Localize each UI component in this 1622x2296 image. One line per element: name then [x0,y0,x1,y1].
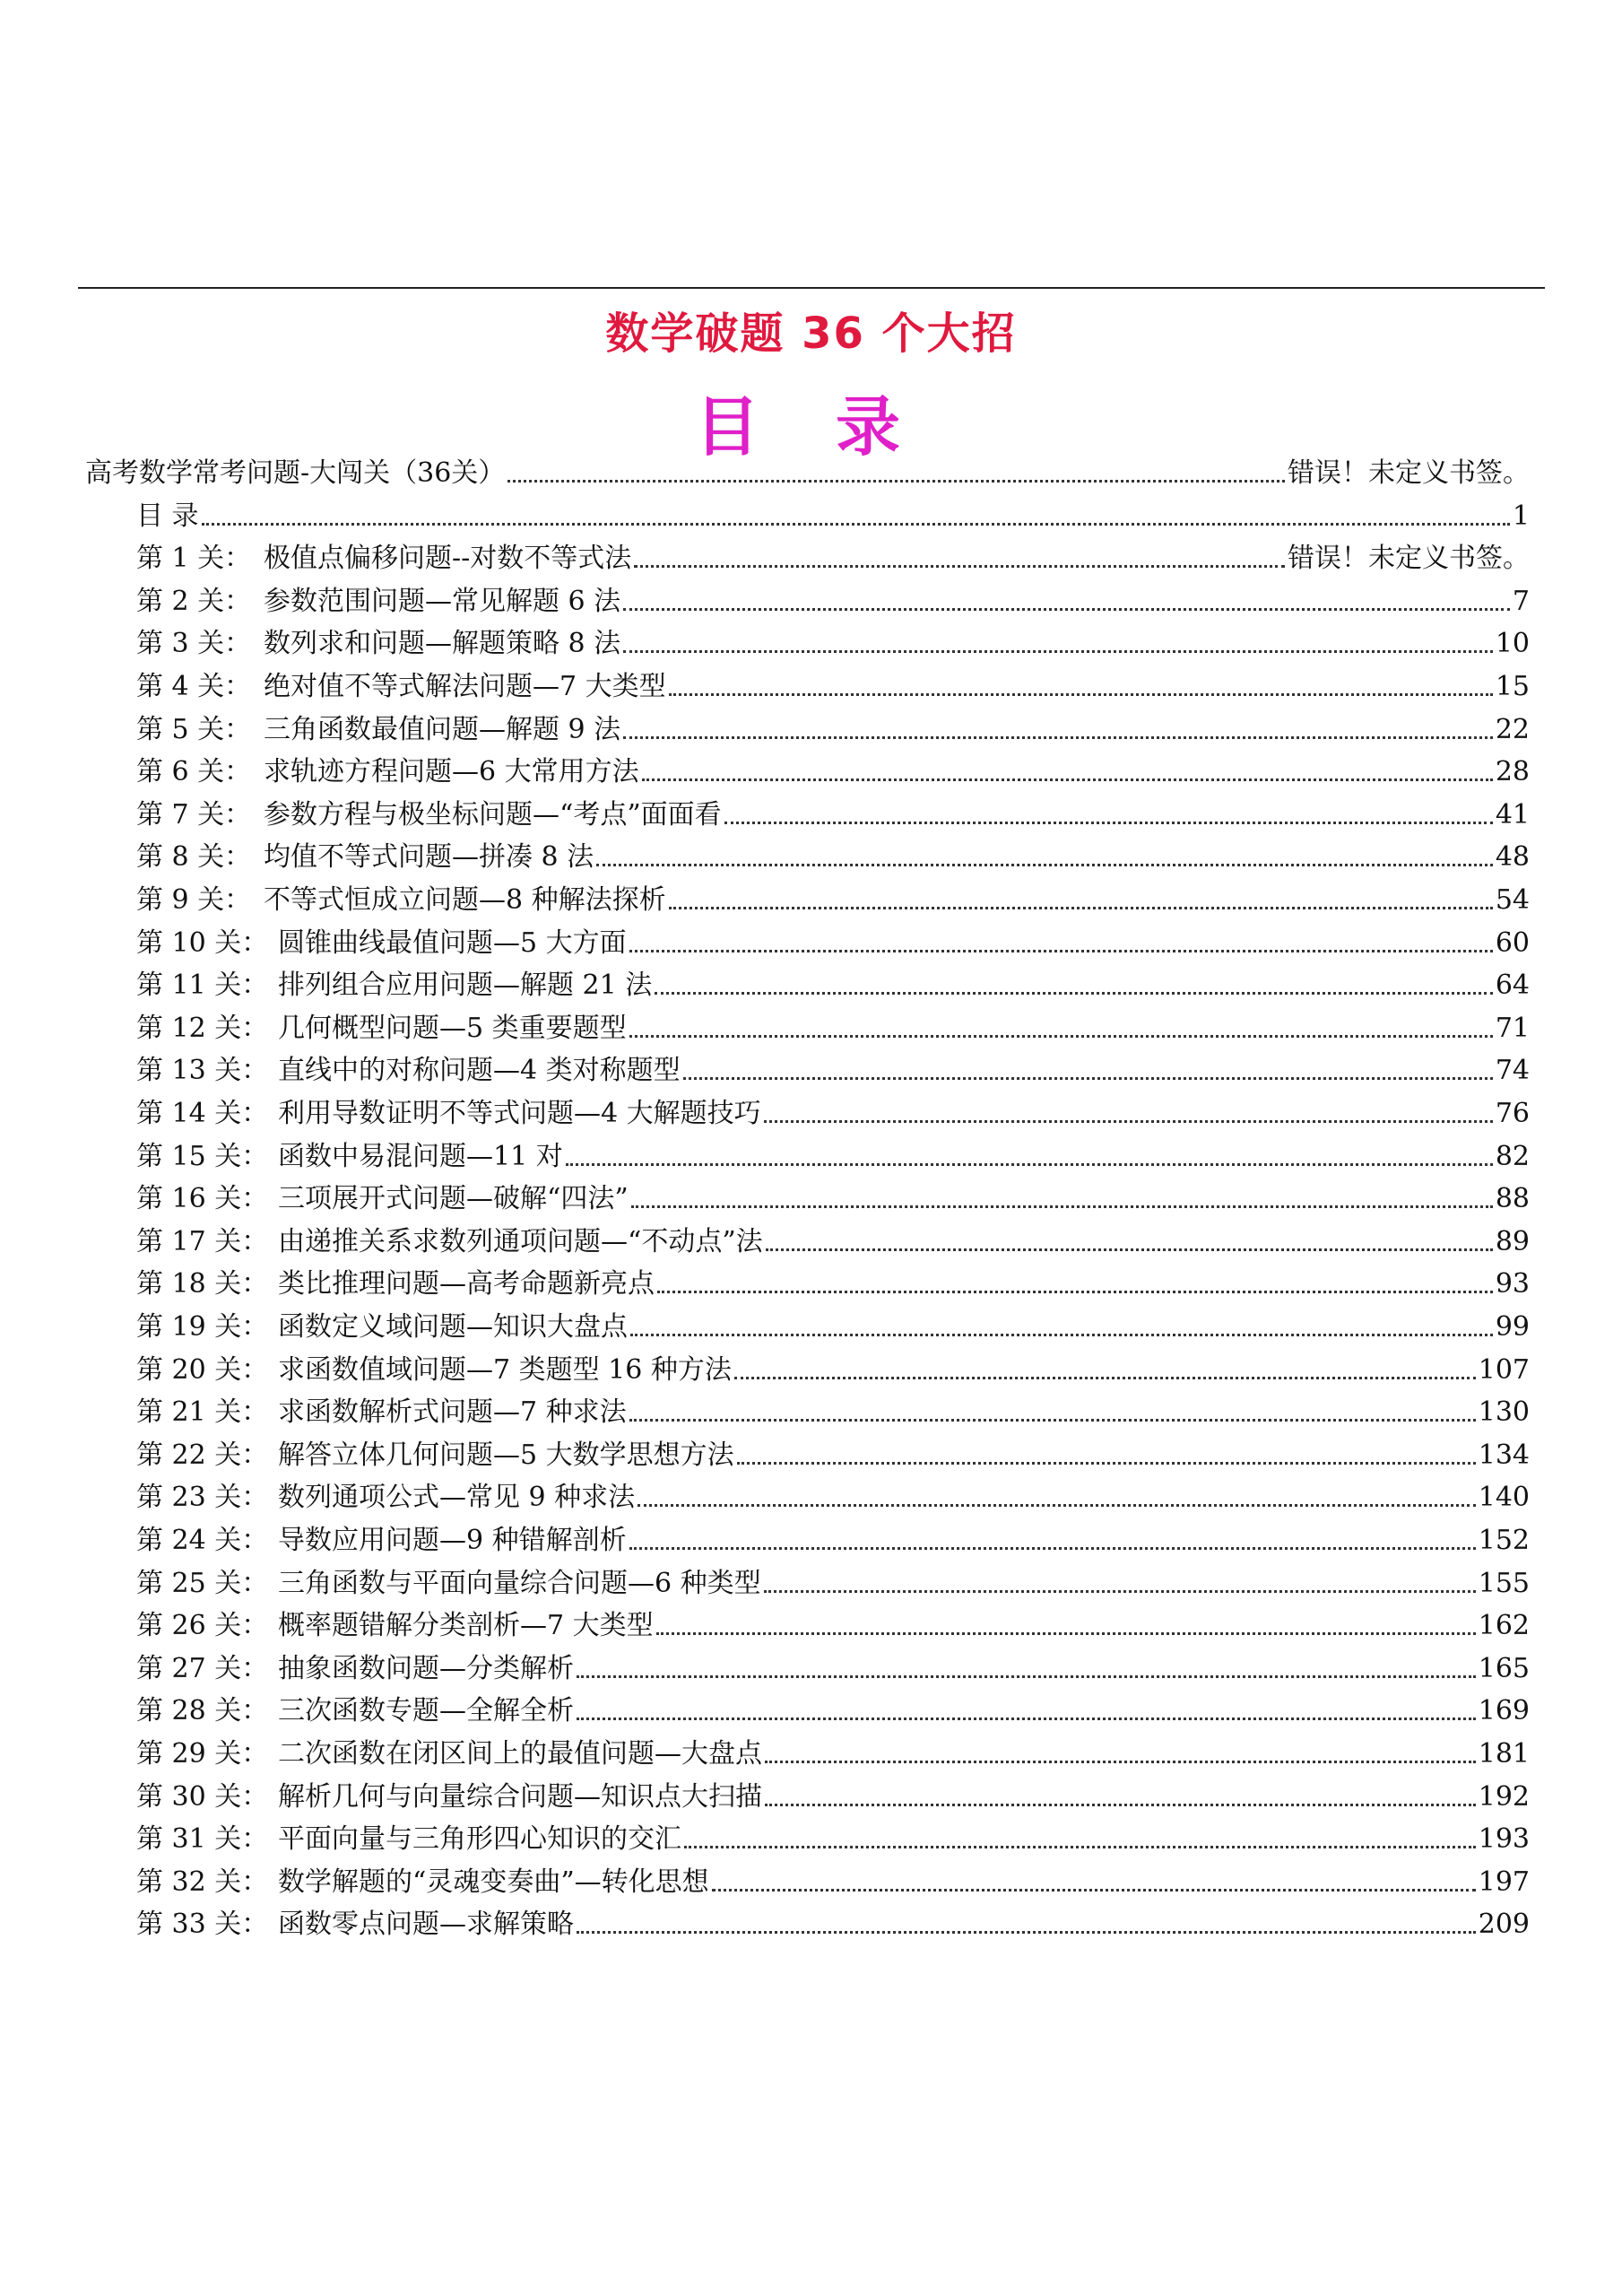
dot-leader [642,778,1493,781]
toc-entry-number: 第 5 关： [136,713,252,745]
toc-entry-number: 第 2 关： [136,585,252,617]
toc-entry-number: 第 17 关： [136,1225,269,1257]
toc-entry-page: 28 [1495,756,1530,788]
toc-entry-text: 圆锥曲线最值问题—5 大方面 [278,926,627,959]
dot-leader [766,1248,1493,1251]
toc-entry[interactable] [136,1653,1530,1685]
toc-entry-text: 求函数值域问题—7 类题型 16 种方法 [278,1353,732,1386]
toc-entry[interactable] [136,671,1530,703]
toc-entry-number: 第 10 关： [136,926,269,959]
toc-entry-text: 三角函数与平面向量综合问题—6 种类型 [278,1567,761,1599]
toc-entry-page: 197 [1478,1866,1530,1898]
toc-entry-page: 169 [1478,1695,1530,1727]
toc-entry[interactable] [136,1354,1530,1387]
dot-leader [669,907,1493,909]
toc-entry-contents[interactable] [136,500,1530,533]
toc-entry[interactable] [136,756,1530,788]
toc-heading: 目 录 [694,389,928,465]
toc-entry-page: 60 [1495,926,1530,959]
toc-entry-page: 7 [1512,585,1530,617]
toc-entry[interactable] [136,628,1530,660]
toc-entry-page: 130 [1478,1396,1530,1429]
toc-entry-number: 第 22 关： [136,1439,269,1471]
toc-entry-page: 155 [1478,1567,1530,1599]
toc-entry-number: 第 23 关： [136,1482,269,1514]
toc-entry-text: 目 录 [136,500,199,532]
toc-entry[interactable] [136,714,1530,746]
toc-entry-text: 求轨迹方程问题—6 大常用方法 [264,756,639,788]
toc-entry-number: 第 12 关： [136,1012,269,1044]
toc-entry-number: 第 30 关： [136,1780,269,1813]
toc-entry-page: 64 [1495,970,1530,1002]
toc-entry-number: 第 18 关： [136,1268,269,1300]
toc-entry-text: 三项展开式问题—破解“四法” [278,1183,629,1215]
toc-entry[interactable] [136,1482,1530,1514]
dot-leader [634,565,1285,568]
toc-entry-number: 第 21 关： [136,1396,269,1429]
toc-entry[interactable] [136,586,1530,618]
toc-entry[interactable] [136,543,1530,575]
toc-entry-number: 第 27 关： [136,1652,269,1684]
document-title: 数学破题 36 个大招 [605,309,1017,359]
toc-entry-number: 第 7 关： [136,798,252,831]
toc-entry-text: 概率题错解分类剖析—7 大类型 [278,1610,654,1642]
toc-entry-number: 第 24 关： [136,1525,269,1556]
toc-entry-page: 192 [1478,1780,1530,1813]
dot-leader [712,1889,1476,1892]
dot-leader [630,1334,1493,1336]
dot-leader [596,864,1493,866]
toc-entry-number: 第 1 关： [136,543,252,575]
toc-entry-text: 抽象函数问题—分类解析 [278,1652,574,1684]
toc-entry-text: 二次函数在闭区间上的最值问题—大盘点 [278,1738,762,1770]
toc-entry[interactable] [136,1183,1530,1215]
header-rule [78,287,1545,289]
dot-leader [202,523,1510,526]
toc-entry[interactable] [136,1268,1530,1300]
dot-leader [566,1163,1493,1166]
dot-leader [684,1846,1476,1848]
toc-entry-page: 错误！未定义书签。 [1288,457,1530,489]
toc-entry-text: 极值点偏移问题--对数不等式法 [264,543,632,575]
toc-entry-text: 高考数学常考问题-大闯关（36关） [85,457,506,489]
toc-entry[interactable] [136,1311,1530,1344]
dot-leader [577,1718,1476,1720]
toc-entry[interactable] [136,1738,1530,1770]
toc-entry-page: 48 [1495,841,1530,874]
dot-leader [657,1291,1493,1293]
toc-entry-number: 第 4 关： [136,671,252,702]
dot-leader [629,950,1493,952]
dot-leader [623,736,1493,739]
toc-entry-page: 209 [1478,1909,1530,1941]
dot-leader [724,822,1493,824]
dot-leader [737,1462,1476,1465]
toc-entry-page: 152 [1478,1525,1530,1556]
toc-entry[interactable] [136,1055,1530,1087]
toc-entry-text: 利用导数证明不等式问题—4 大解题技巧 [278,1098,761,1129]
toc-entry-page: 54 [1495,884,1530,916]
dot-leader [507,480,1285,483]
toc-entry-number: 第 33 关： [136,1909,269,1941]
toc-entry-number: 第 15 关： [136,1140,269,1172]
toc-entry-text: 求函数解析式问题—7 种求法 [278,1396,627,1429]
toc-entry-text: 排列组合应用问题—解题 21 法 [278,970,653,1002]
toc-entry-number: 第 32 关： [136,1866,269,1898]
dot-leader [656,1632,1476,1635]
toc-entry-page: 错误！未定义书签。 [1288,543,1530,575]
toc-entry-text: 参数范围问题—常见解题 6 法 [264,585,621,617]
toc-entry-page: 71 [1495,1012,1530,1044]
toc-entry-page: 15 [1495,671,1530,702]
dot-leader [765,1804,1476,1806]
toc-entry-number: 第 29 关： [136,1738,269,1770]
dot-leader [655,992,1493,995]
dot-leader [623,650,1493,653]
toc-entry[interactable] [136,1525,1530,1557]
toc-entry-text: 均值不等式问题—拼凑 8 法 [264,841,594,874]
toc-entry[interactable] [136,1568,1530,1600]
toc-entry[interactable] [136,1141,1530,1173]
toc-entry-page: 93 [1495,1268,1530,1300]
toc-entry-number: 第 13 关： [136,1055,269,1087]
dot-leader [577,1675,1476,1678]
dot-leader [629,1419,1476,1422]
toc-entry-page: 181 [1478,1738,1530,1770]
toc-entry[interactable] [136,1781,1530,1813]
toc-entry-top[interactable] [85,457,1530,490]
toc-entry-number: 第 19 关： [136,1311,269,1343]
toc-entry-text: 导数应用问题—9 种错解剖析 [278,1525,627,1556]
toc-entry[interactable] [136,1823,1530,1856]
dot-leader [631,1205,1493,1208]
toc-entry-number: 第 16 关： [136,1183,269,1215]
toc-entry[interactable] [136,1013,1530,1045]
toc-entry-text: 数学解题的“灵魂变奏曲”—转化思想 [278,1866,709,1898]
toc-entry-text: 数列通项公式—常见 9 种求法 [278,1482,636,1514]
toc-entry-page: 140 [1478,1482,1530,1514]
dot-leader [669,693,1493,696]
toc-entry[interactable] [136,1610,1530,1642]
toc-entry-page: 82 [1495,1140,1530,1172]
toc-entry-page: 1 [1512,500,1530,532]
toc-entry-number: 第 3 关： [136,628,252,660]
toc-entry-number: 第 31 关： [136,1823,269,1856]
toc-entry-number: 第 25 关： [136,1567,269,1599]
toc-entry-page: 74 [1495,1055,1530,1087]
dot-leader [764,1590,1476,1593]
toc-entry-page: 99 [1495,1311,1530,1343]
toc-entry-text: 类比推理问题—高考命题新亮点 [278,1268,655,1300]
toc-entry[interactable] [136,799,1530,831]
toc-entry[interactable] [136,1396,1530,1429]
toc-entry[interactable] [136,1866,1530,1899]
toc-entry-page: 76 [1495,1098,1530,1129]
toc-entry-text: 平面向量与三角形四心知识的交汇 [278,1823,681,1856]
toc-entry-text: 参数方程与极坐标问题—“考点”面面看 [264,798,722,831]
toc-entry-text: 数列求和问题—解题策略 8 法 [264,628,621,660]
toc-entry[interactable] [136,1098,1530,1130]
toc-entry[interactable] [136,884,1530,917]
toc-entry-text: 三次函数专题—全解全析 [278,1695,574,1727]
toc-entry-number: 第 26 关： [136,1610,269,1642]
toc-entry-page: 107 [1478,1353,1530,1386]
toc-entry-text: 几何概型问题—5 类重要题型 [278,1012,627,1044]
toc-entry-page: 134 [1478,1439,1530,1471]
toc-entry[interactable] [136,1909,1530,1941]
toc-entry-page: 88 [1495,1183,1530,1215]
toc-entry[interactable] [136,927,1530,960]
dot-leader [683,1077,1493,1080]
dot-leader [623,608,1510,611]
dot-leader [629,1035,1493,1038]
toc-entry-text: 直线中的对称问题—4 类对称题型 [278,1055,681,1087]
toc-entry[interactable] [136,1226,1530,1258]
toc-entry-text: 函数零点问题—求解策略 [278,1909,574,1941]
toc-entry-page: 162 [1478,1610,1530,1642]
toc-entry-number: 第 28 关： [136,1695,269,1727]
toc-entry-page: 193 [1478,1823,1530,1856]
toc-entry[interactable] [136,1439,1530,1472]
toc-entry-text: 三角函数最值问题—解题 9 法 [264,713,621,745]
dot-leader [577,1931,1476,1934]
dot-leader [629,1547,1476,1550]
toc-entry-text: 解析几何与向量综合问题—知识点大扫描 [278,1780,762,1813]
toc-entry-text: 由递推关系求数列通项问题—“不动点”法 [278,1225,763,1257]
toc-entry-number: 第 20 关： [136,1353,269,1386]
toc-entry-text: 绝对值不等式解法问题—7 大类型 [264,671,666,702]
toc-entry[interactable] [136,970,1530,1002]
toc-entry[interactable] [136,1695,1530,1727]
toc-entry[interactable] [136,841,1530,874]
toc-entry-text: 函数中易混问题—11 对 [278,1140,563,1172]
toc-entry-number: 第 9 关： [136,884,252,916]
dot-leader [638,1504,1476,1507]
toc-entry-text: 不等式恒成立问题—8 种解法探析 [264,884,666,916]
toc-entry-text: 解答立体几何问题—5 大数学思想方法 [278,1439,734,1471]
toc-entry-page: 165 [1478,1652,1530,1684]
toc-entry-page: 10 [1495,628,1530,660]
toc-entry-number: 第 11 关： [136,970,269,1002]
toc-entry-number: 第 8 关： [136,841,252,874]
dot-leader [765,1761,1476,1763]
toc-entry-page: 41 [1495,798,1530,831]
toc-entry-page: 22 [1495,713,1530,745]
toc-entry-page: 89 [1495,1225,1530,1257]
toc-entry-text: 函数定义域问题—知识大盘点 [278,1311,628,1343]
dot-leader [764,1120,1493,1123]
toc-entry-number: 第 6 关： [136,756,252,788]
toc-entry-number: 第 14 关： [136,1098,269,1129]
dot-leader [734,1377,1476,1379]
